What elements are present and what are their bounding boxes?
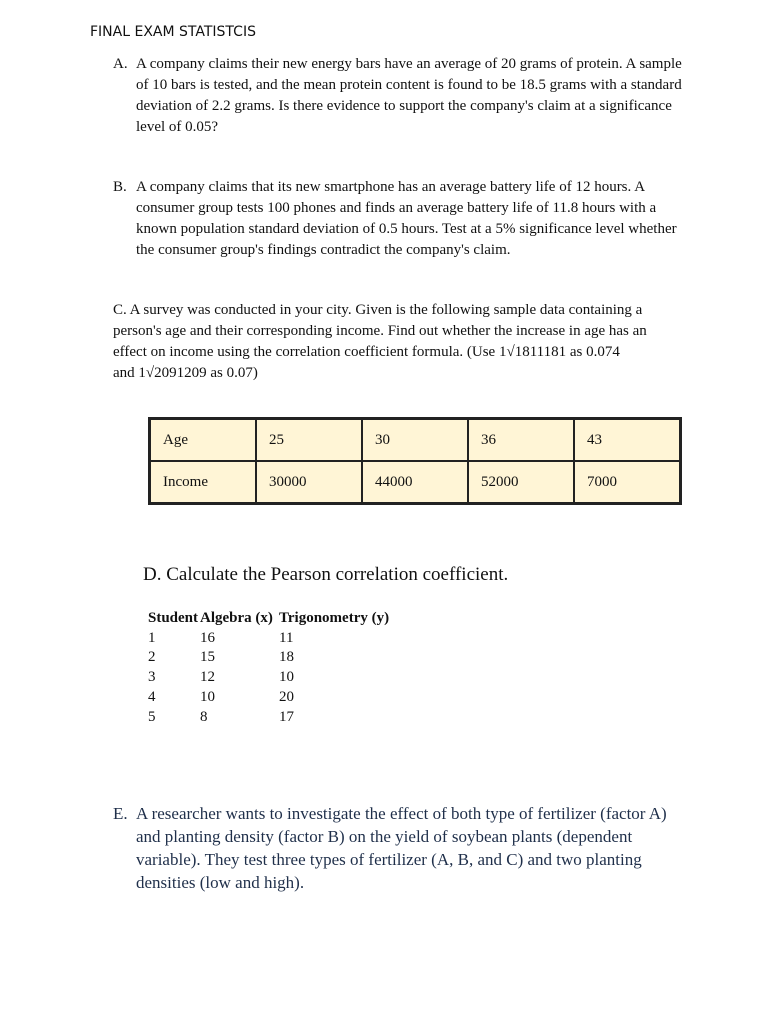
table-cell: 43 xyxy=(574,419,680,461)
table-cell: 30000 xyxy=(256,461,362,503)
question-a-letter: A. xyxy=(113,56,128,72)
student-number: 3 xyxy=(148,669,156,686)
table-cell: Age xyxy=(150,419,256,461)
question-c-text-end: and 1√2091209 as 0.07) xyxy=(113,365,258,381)
student-number: 1 xyxy=(148,629,156,646)
trig-score: 18 xyxy=(279,649,294,666)
table-row xyxy=(148,708,399,728)
student-number: 5 xyxy=(148,708,156,725)
exam-title: FINAL EXAM STATISTCIS xyxy=(90,24,256,40)
grades-table xyxy=(148,609,399,727)
header-trigonometry: Trigonometry (y) xyxy=(279,610,390,626)
table-cell: 25 xyxy=(256,419,362,461)
grades-header xyxy=(148,609,399,629)
algebra-score: 8 xyxy=(200,708,208,725)
table-cell: 7000 xyxy=(574,461,680,503)
student-number: 4 xyxy=(148,688,156,705)
trig-score: 17 xyxy=(279,708,294,725)
trig-score: 11 xyxy=(279,629,294,646)
algebra-score: 10 xyxy=(200,688,215,705)
table-cell: 30 xyxy=(362,419,468,461)
table-row xyxy=(148,648,399,668)
trig-score: 10 xyxy=(279,669,294,686)
table-row xyxy=(150,461,680,503)
table-cell: 52000 xyxy=(468,461,574,503)
algebra-score: 12 xyxy=(200,669,215,686)
header-student: Student xyxy=(148,610,199,626)
question-b-letter: B. xyxy=(113,179,127,195)
question-b xyxy=(113,177,683,261)
table-cell: 44000 xyxy=(362,461,468,503)
question-e-text: A researcher wants to investigate the effect of both type of fertilizer (factor A) and planting density (factor B) on the yield of soybean plants (dependent variable). They test three types of fertilizer (A, B, and C) and two planting densities (low and high). xyxy=(136,804,667,892)
age-income-table xyxy=(148,417,682,505)
question-d-title: D. Calculate the Pearson correlation coefficient. xyxy=(143,564,509,585)
table-cell: 36 xyxy=(468,419,574,461)
question-a-text: A company claims their new energy bars have an average of 20 grams of protein. A sample of 10 bars is tested, and the mean protein content is found to be 18.5 grams with a standard deviation of 2.2 grams. Is there evidence to support the company's claim at a significance level of 0.05? xyxy=(136,56,682,135)
question-a xyxy=(113,54,683,138)
question-e-letter: E. xyxy=(113,804,128,823)
table-row xyxy=(148,688,399,708)
algebra-score: 15 xyxy=(200,649,215,666)
question-c xyxy=(113,300,673,384)
table-row xyxy=(150,419,680,461)
question-e xyxy=(113,802,683,894)
trig-score: 20 xyxy=(279,688,294,705)
table-row xyxy=(148,668,399,688)
table-row xyxy=(148,629,399,649)
header-algebra: Algebra (x) xyxy=(200,610,273,626)
student-number: 2 xyxy=(148,649,156,666)
algebra-score: 16 xyxy=(200,629,215,646)
question-c-text: C. A survey was conducted in your city. Given is the following sample data containing a person's age and their corresponding income. Find out whether the increase in age has an effect on income using the correlation coefficient formula. (Use 1√1811181 as 0.074 xyxy=(113,302,647,360)
table-cell: Income xyxy=(150,461,256,503)
question-b-text: A company claims that its new smartphone has an average battery life of 12 hours. A consumer group tests 100 phones and finds an average battery life of 11.8 hours with a known population standard deviation of 0.5 hours. Test at a 5% significance level whether the consumer group's findings contradict the company's claim. xyxy=(136,179,677,258)
